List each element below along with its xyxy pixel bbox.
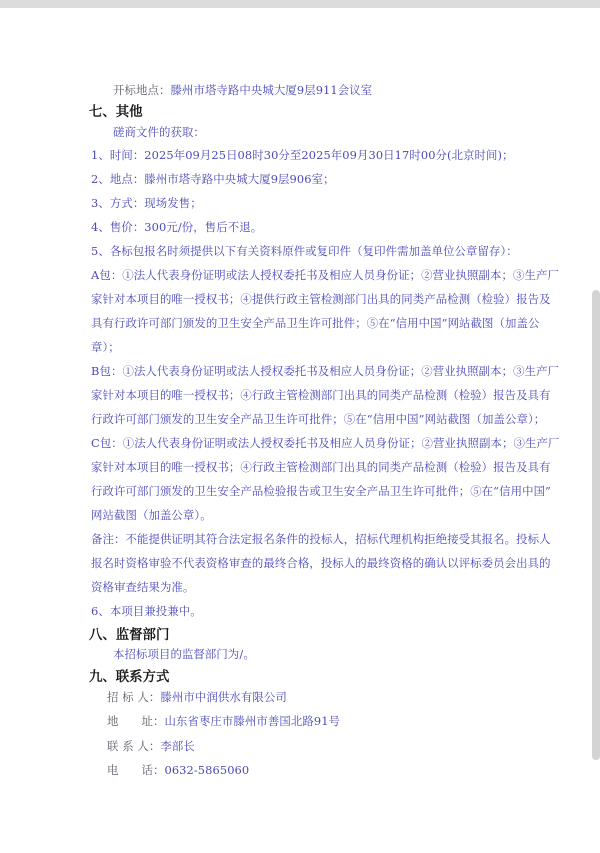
section-7-title: 七、其他 — [89, 105, 143, 120]
item-4-price: 4、售价：300元/份，售后不退。 — [91, 220, 263, 234]
opening-location-line — [113, 82, 372, 98]
viewer-top-bar — [0, 0, 600, 8]
package-a-line: 家针对本项目的唯一授权书；④提供行政主管检测部门出具的同类产品检测（检验）报告及 — [91, 292, 551, 306]
contact-label: 电 话： — [107, 763, 165, 777]
remark-line: 报名时资格审验不代表资格审查的最终合格，投标人的最终资格的确认以评标委员会出具的 — [91, 556, 551, 570]
item-1-time: 1、时间：2025年09月25日08时30分至2025年09月30日17时00分(北京时间)； — [91, 148, 514, 162]
item-6: 6、本项目兼投兼中。 — [91, 604, 202, 618]
package-c-line: 行政许可部门颁发的卫生安全产品检验报告或卫生安全产品卫生许可批件；⑤在“信用中国” — [91, 484, 551, 498]
contact-address — [107, 713, 340, 729]
item-5-requirements: 5、各标包报名时须提供以下有关资料原件或复印件（复印件需加盖单位公章留存）： — [91, 244, 518, 258]
contact-value: 滕州市中润供水有限公司 — [160, 690, 287, 704]
package-a-line: 章）； — [91, 340, 120, 354]
section-9-title: 九、联系方式 — [89, 670, 170, 685]
package-c-line: 网站截图（加盖公章）。 — [91, 508, 212, 522]
contact-value: 0632-5865060 — [164, 763, 250, 777]
contact-label: 联 系 人： — [107, 739, 161, 753]
contact-label: 地 址： — [107, 714, 165, 728]
item-2-location: 2、地点：滕州市塔寺路中央城大厦9层906室； — [91, 172, 335, 186]
package-b-line: 行政许可部门颁发的卫生安全产品卫生许可批件；⑤在“信用中国”网站截图（加盖公章）； — [91, 412, 546, 426]
remark-line: 资格审查结果为准。 — [91, 580, 195, 594]
package-b-line: B包：①法人代表身份证明或法人授权委托书及相应人员身份证；②营业执照副本；③生产厂 — [91, 364, 560, 378]
package-b-line: 家针对本项目的唯一授权书；④行政主管检测部门出具的同类产品检测（检验）报告及具有 — [91, 388, 551, 402]
opening-location-value: 滕州市塔寺路中央城大厦9层911会议室 — [170, 83, 373, 97]
package-a-line: A包：①法人代表身份证明或法人授权委托书及相应人员身份证；②营业执照副本；③生产厂 — [91, 268, 559, 282]
scrollbar[interactable] — [592, 290, 600, 760]
section-7-intro: 磋商文件的获取： — [113, 125, 205, 139]
contact-phone — [107, 762, 249, 778]
item-3-method: 3、方式：现场发售； — [91, 196, 202, 210]
contact-tenderer — [107, 689, 287, 705]
supervision-text: 本招标项目的监督部门为/。 — [113, 647, 255, 661]
package-a-line: 具有行政许可部门颁发的卫生安全产品卫生许可批件；⑤在“信用中国”网站截图（加盖公 — [91, 316, 540, 330]
contact-label: 招 标 人： — [107, 690, 161, 704]
opening-location-label: 开标地点： — [113, 83, 171, 97]
contact-value: 山东省枣庄市滕州市善国北路91号 — [164, 714, 341, 728]
contact-value: 李部长 — [160, 739, 195, 753]
section-8-title: 八、监督部门 — [89, 628, 170, 643]
contact-person — [107, 738, 195, 754]
package-c-line: 家针对本项目的唯一授权书；④行政主管检测部门出具的同类产品检测（检验）报告及具有 — [91, 460, 551, 474]
remark-line: 备注：不能提供证明其符合法定报名条件的投标人，招标代理机构拒绝接受其报名。投标人 — [91, 532, 551, 546]
package-c-line: C包：①法人代表身份证明或法人授权委托书及相应人员身份证；②营业执照副本；③生产厂 — [91, 436, 560, 450]
